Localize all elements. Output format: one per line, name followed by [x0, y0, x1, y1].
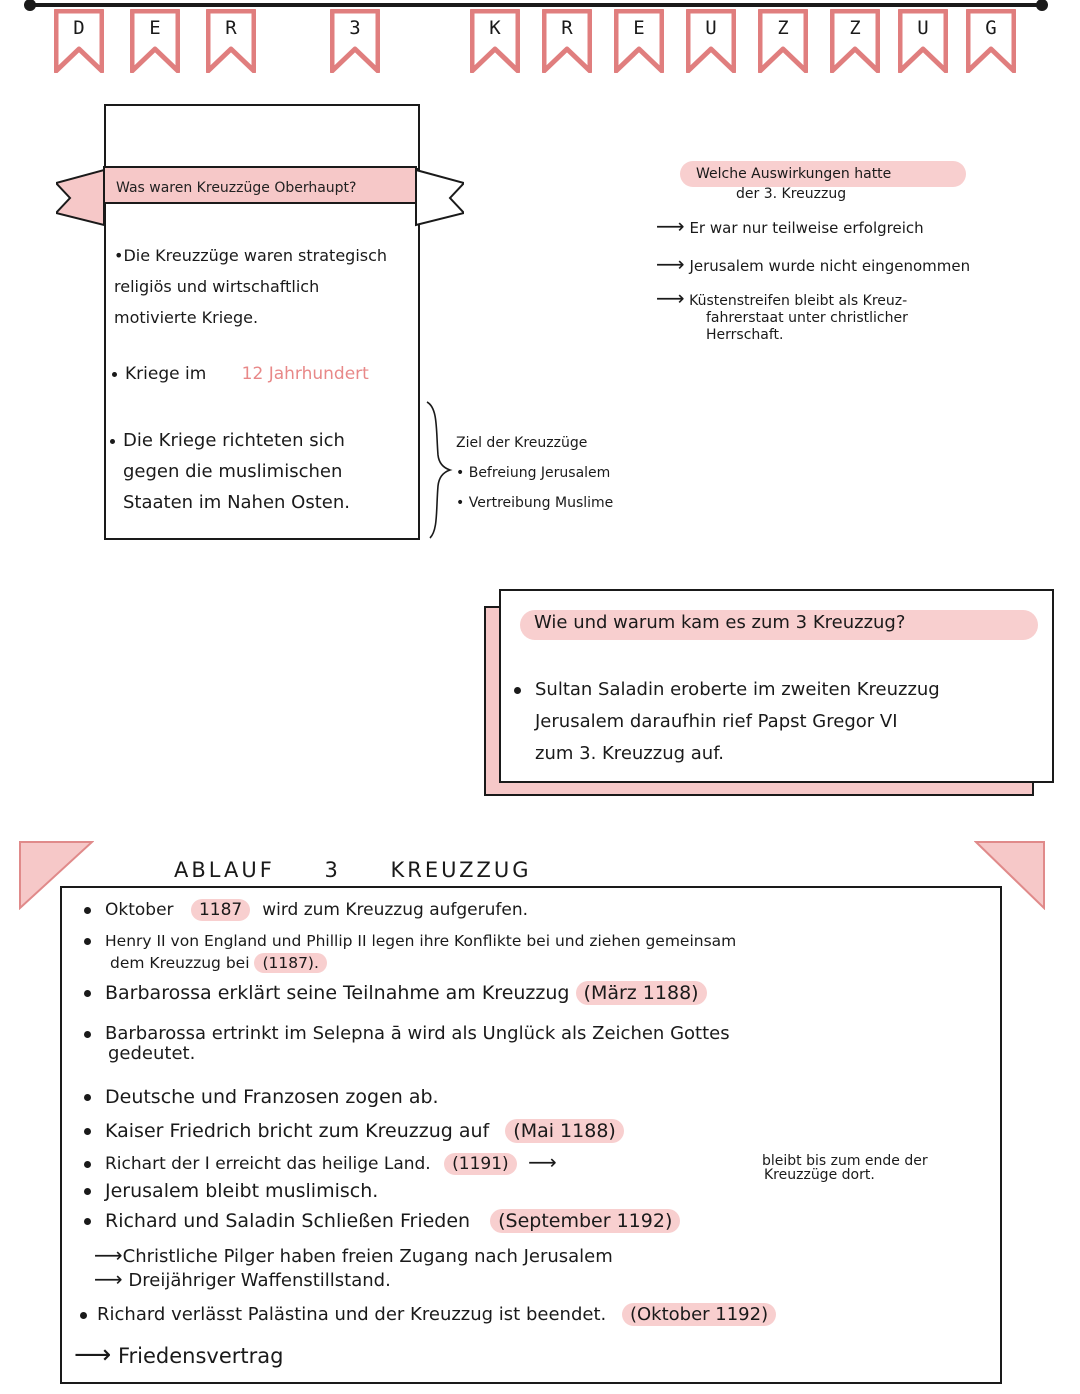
goals-block	[456, 428, 613, 518]
event-text: Jerusalem bleibt muslimisch.	[105, 1180, 379, 1202]
event-text: Henry II von England und Phillip II legen ihre Konflikte bei und ziehen gemeinsam	[105, 932, 737, 950]
curly-brace	[424, 400, 454, 540]
event-text: Friedensvertrag	[117, 1344, 284, 1368]
event-row: Richart der I erreicht das heilige Land. (1191) ⟶	[84, 1150, 557, 1174]
line-end-dot	[24, 0, 36, 11]
date-highlight: 1187	[191, 899, 250, 921]
sub-item: ⟶ Dreijähriger Waffenstillstand.	[94, 1267, 391, 1291]
date-highlight: (Mai 1188)	[505, 1119, 624, 1143]
bullet	[84, 1128, 91, 1135]
event-text: Christliche Pilger haben freien Zugang nach Jerusalem	[122, 1246, 613, 1267]
target-line: gegen die muslimischen	[123, 461, 343, 482]
definition-line: •Die Kreuzzüge waren strategisch	[114, 246, 388, 265]
event-text: Oktober	[105, 900, 174, 920]
effect-text: Küstenstreifen bleibt als Kreuz-	[689, 293, 908, 309]
bullet	[84, 938, 91, 945]
bunting-flag	[470, 9, 520, 73]
effects-list	[656, 214, 970, 344]
why-title: Wie und warum kam es zum 3 Kreuzzug?	[534, 612, 906, 633]
century-line	[112, 364, 369, 384]
bunting-letter: D	[73, 17, 85, 39]
top-line	[28, 3, 1044, 7]
target-line: Die Kriege richteten sich	[123, 430, 345, 451]
effect-text: fahrerstaat unter christlicher	[706, 310, 908, 326]
bunting-flag	[614, 9, 664, 73]
bullet	[84, 1031, 91, 1038]
bullet	[110, 439, 115, 444]
target-text	[110, 425, 350, 518]
goal-text: Befreiung Jerusalem	[468, 465, 611, 481]
event-text: Dreijähriger Waffenstillstand.	[128, 1270, 391, 1291]
bullet	[514, 687, 521, 694]
event-subitems	[94, 1244, 613, 1292]
bunting-letter: R	[225, 17, 237, 39]
century-prefix: Kriege im	[125, 364, 207, 384]
effects-title-line: Welche Auswirkungen hatte	[696, 166, 892, 182]
bunting-flag	[330, 9, 380, 73]
why-line: Sultan Saladin eroberte im zweiten Kreuzzug	[535, 679, 940, 700]
bunting-flag	[54, 9, 104, 73]
bunting-flag	[130, 9, 180, 73]
bullet	[112, 372, 117, 377]
bullet	[84, 1188, 91, 1195]
why-line: zum 3. Kreuzzug auf.	[535, 743, 724, 764]
line-end-dot	[1036, 0, 1048, 11]
note-line: bleibt bis zum ende der	[762, 1153, 928, 1169]
goal-item: • Befreiung Jerusalem	[456, 465, 611, 481]
bunting-letter: 3	[349, 17, 361, 39]
event-row	[84, 1180, 378, 1202]
bunting-letter: K	[489, 17, 501, 39]
heading-word: KREUZZUG	[390, 858, 532, 882]
event-text: wird zum Kreuzzug aufgerufen.	[262, 900, 529, 920]
event-text: Barbarossa ertrinkt im Selepna ā wird als Unglück als Zeichen Gottes	[105, 1023, 730, 1044]
question-ribbon	[56, 165, 464, 235]
effects-title-line: der 3. Kreuzzug	[736, 186, 847, 202]
effect-item: ⟶ Küstenstreifen bleibt als Kreuz- fahrerstaat unter christlicher Herrschaft.	[656, 290, 970, 344]
bunting-letter: E	[633, 17, 645, 39]
note-line: Kreuzzüge dort.	[764, 1167, 875, 1183]
event-text: Kaiser Friedrich bricht zum Kreuzzug auf	[105, 1120, 490, 1142]
bullet	[84, 1161, 91, 1168]
effect-text: Jerusalem wurde nicht eingenommen	[689, 257, 971, 275]
target-line: Staaten im Nahen Osten.	[123, 492, 350, 513]
event-note	[762, 1154, 928, 1182]
date-highlight: (März 1188)	[576, 981, 707, 1005]
bunting-flag	[898, 9, 948, 73]
event-text: dem Kreuzzug bei	[110, 954, 250, 972]
bunting-letter: U	[705, 17, 717, 39]
bunting-flag	[206, 9, 256, 73]
goal-text: Vertreibung Muslime	[468, 495, 614, 511]
bunting-letter: U	[917, 17, 929, 39]
event-row: ⟶ Friedensvertrag	[74, 1340, 284, 1370]
effect-item: ⟶ Er war nur teilweise erfolgreich	[656, 214, 924, 238]
effect-text: Er war nur teilweise erfolgreich	[689, 219, 924, 237]
event-text: Deutsche und Franzosen zogen ab.	[105, 1086, 439, 1108]
date-highlight: (September 1192)	[490, 1209, 680, 1233]
definition-text	[114, 240, 387, 333]
event-row	[84, 900, 528, 920]
event-text: Richard und Saladin Schließen Frieden	[105, 1210, 471, 1232]
ribbon-question: Was waren Kreuzzüge Oberhaupt?	[116, 180, 357, 196]
date-highlight: (1187).	[254, 953, 326, 973]
event-row	[80, 1304, 776, 1325]
bunting-letter: E	[149, 17, 161, 39]
bullet	[84, 1094, 91, 1101]
bunting-letter: G	[985, 17, 997, 39]
bullet	[84, 907, 91, 914]
event-row	[84, 1024, 730, 1064]
date-highlight: (Oktober 1192)	[622, 1303, 776, 1326]
event-text: Richart der I erreicht das heilige Land.	[105, 1154, 431, 1174]
goal-item: • Vertreibung Muslime	[456, 495, 614, 511]
why-text	[514, 674, 940, 770]
date-highlight: (1191)	[444, 1153, 517, 1175]
event-row	[84, 1210, 680, 1232]
bunting-letter: R	[561, 17, 573, 39]
why-line: Jerusalem daraufhin rief Papst Gregor VI	[535, 711, 898, 732]
event-text: Barbarossa erklärt seine Teilnahme am Kreuzzug	[105, 982, 570, 1004]
event-row	[84, 1086, 439, 1108]
heading-word: ABLAUF	[174, 858, 275, 882]
goals-title: Ziel der Kreuzzüge	[456, 435, 588, 451]
effect-text: Herrschaft.	[706, 327, 784, 343]
event-row	[84, 1120, 624, 1142]
bunting-flag	[966, 9, 1016, 73]
event-row	[84, 930, 736, 974]
event-text: Richard verlässt Palästina und der Kreuzzug ist beendet.	[97, 1304, 607, 1325]
bullet	[84, 1218, 91, 1225]
bunting-flag	[758, 9, 808, 73]
heading-word: 3	[324, 858, 341, 882]
century-value: 12 Jahrhundert	[241, 364, 369, 384]
bullet	[84, 990, 91, 997]
effect-item: ⟶ Jerusalem wurde nicht eingenommen	[656, 252, 971, 276]
bunting-letter: Z	[777, 17, 789, 39]
bullet	[80, 1312, 87, 1319]
definition-line: religiös und wirtschaftlich	[114, 277, 320, 296]
bunting-flag	[830, 9, 880, 73]
bunting-letter: Z	[849, 17, 861, 39]
bunting-flag	[542, 9, 592, 73]
definition-line: motivierte Kriege.	[114, 308, 259, 327]
sub-item: ⟶Christliche Pilger haben freien Zugang nach Jerusalem	[94, 1243, 613, 1267]
event-text: gedeutet.	[108, 1043, 196, 1064]
bunting-flag	[686, 9, 736, 73]
effects-title	[696, 164, 891, 204]
event-row	[84, 982, 707, 1004]
sequence-heading	[174, 858, 532, 882]
